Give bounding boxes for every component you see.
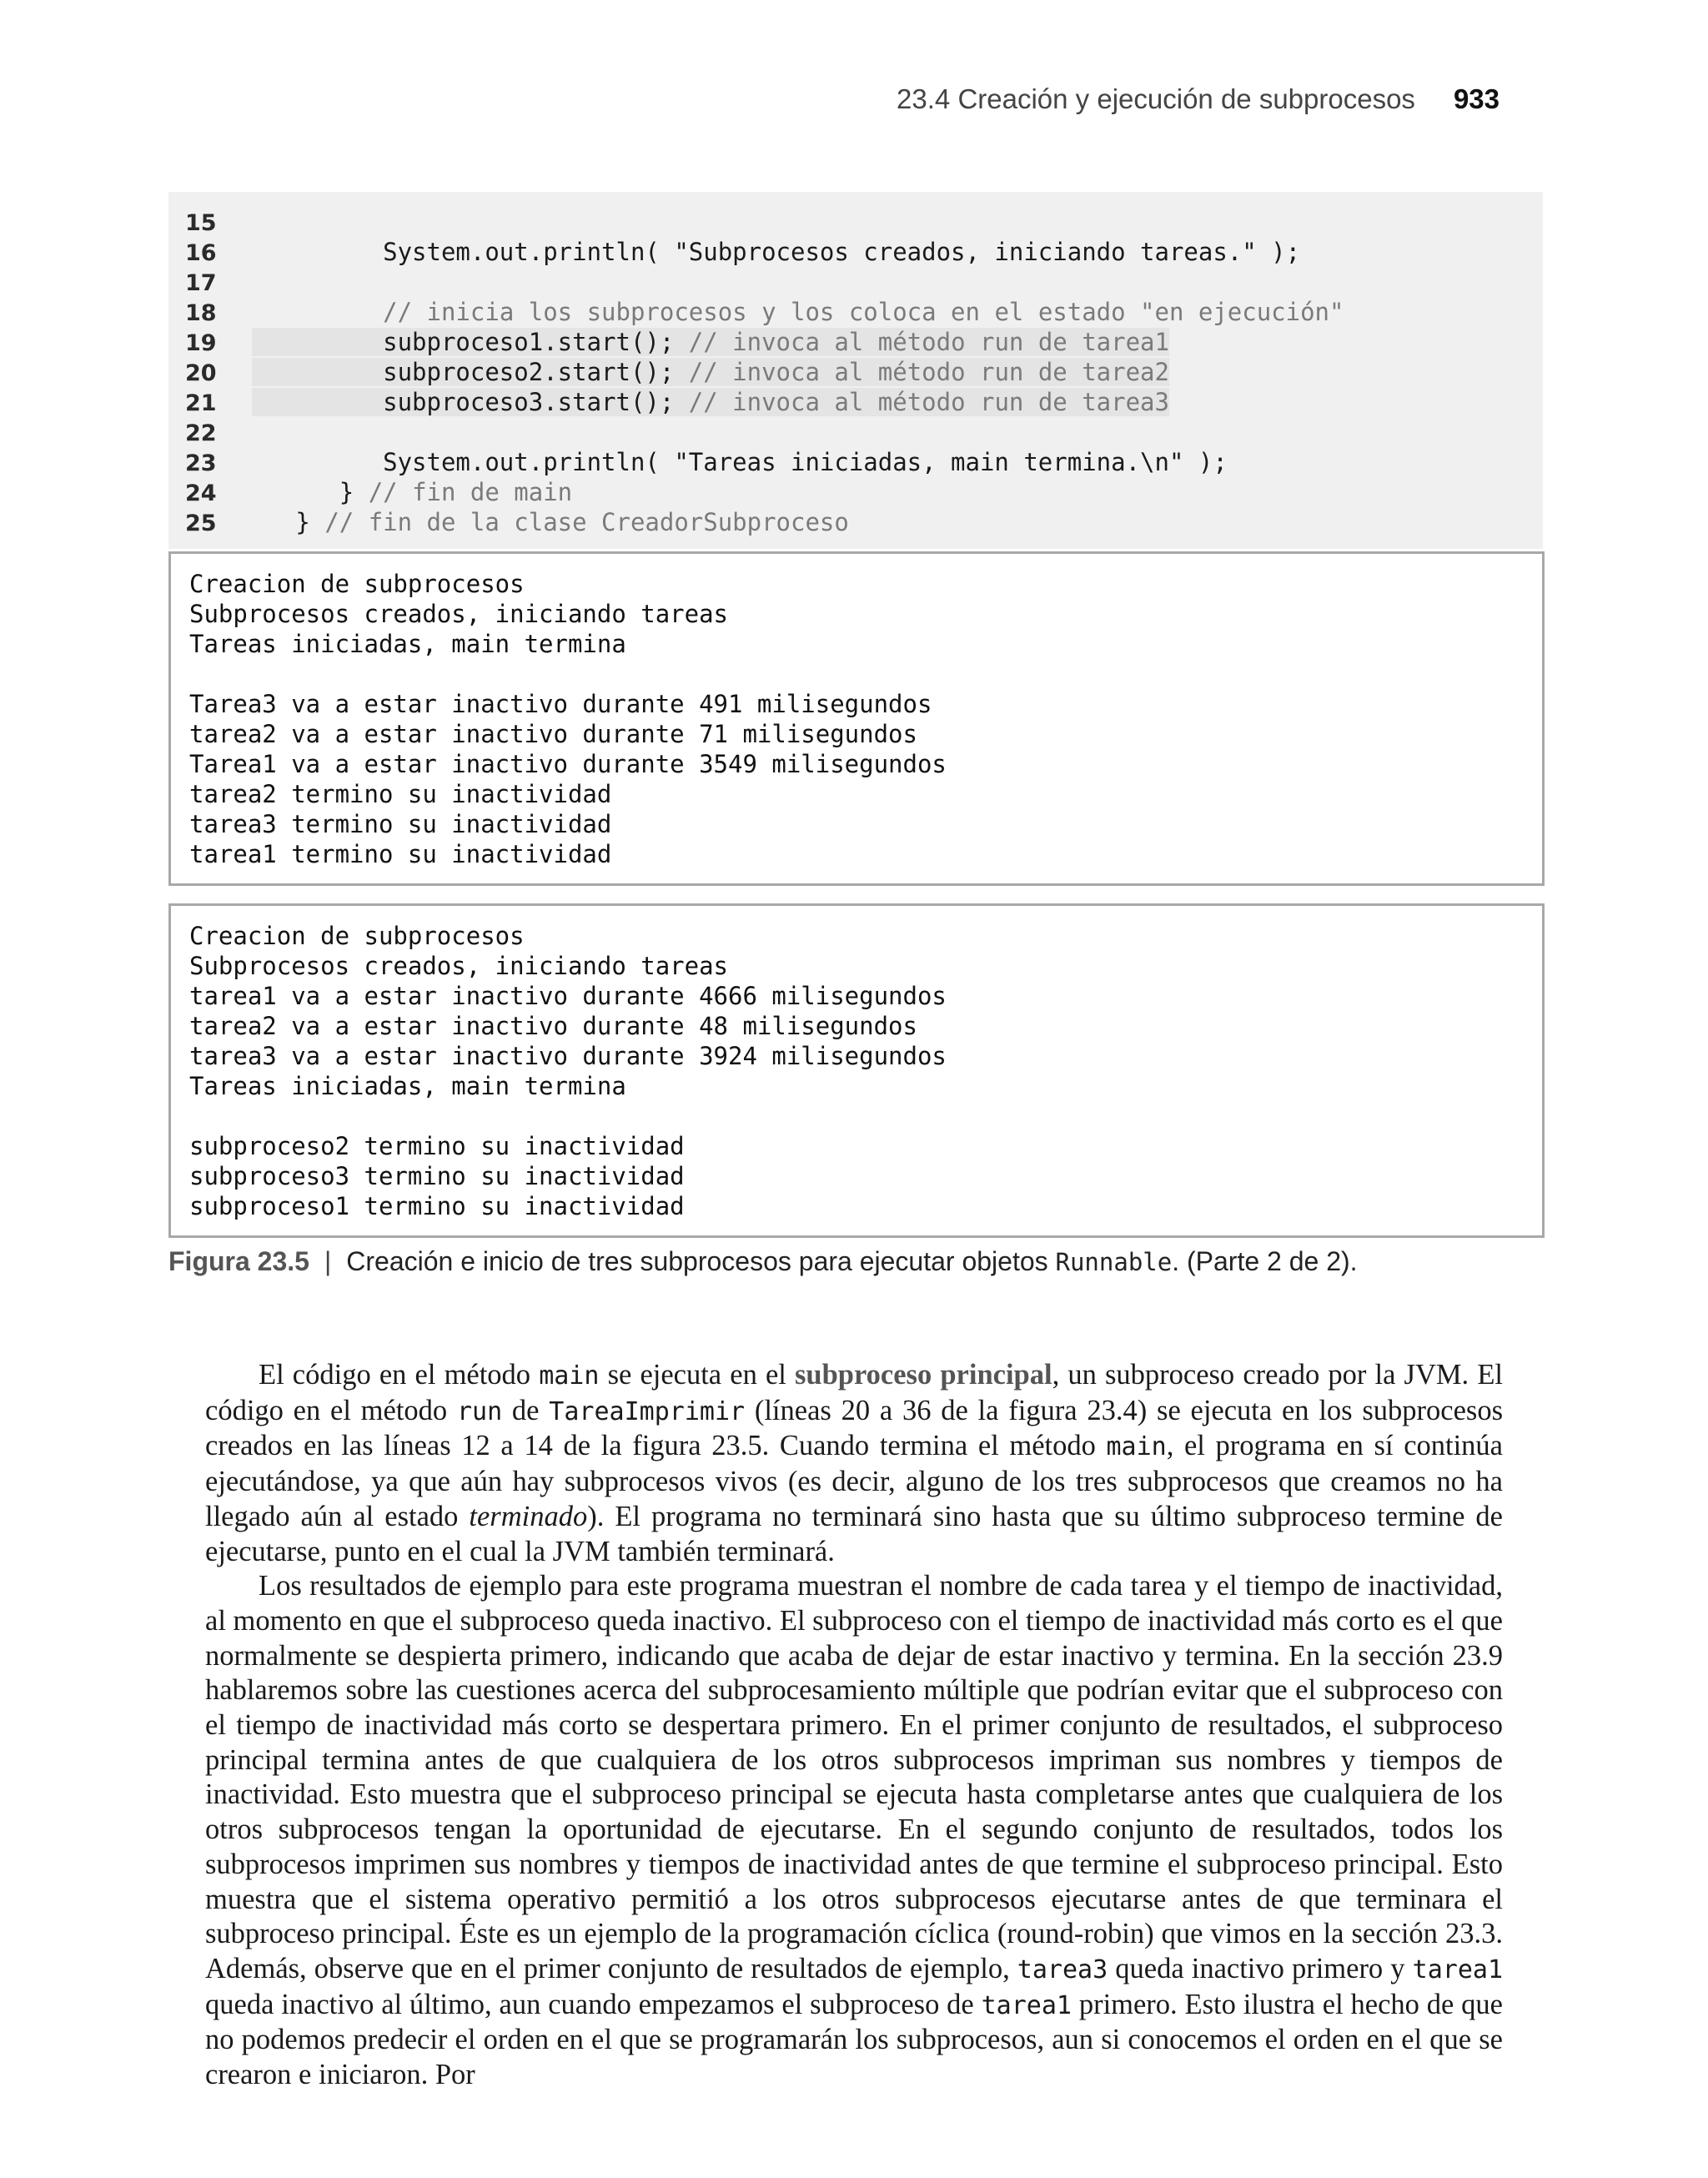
code-comment: // invoca al método run de tarea2: [688, 358, 1169, 386]
output-line: tarea2 termino su inactividad: [189, 780, 612, 808]
output-line: Creacion de subprocesos: [189, 922, 525, 950]
line-number: 25: [185, 511, 217, 536]
figure-label: Figura 23.5: [168, 1246, 309, 1276]
line-number: 21: [185, 390, 217, 416]
output-line: tarea1 va a estar inactivo durante 4666 milisegundos: [189, 982, 947, 1010]
output-line: subproceso2 termino su inactividad: [189, 1132, 685, 1160]
running-head: [897, 83, 1500, 115]
figure-caption: [168, 1246, 1358, 1277]
paragraph: El código en el método main se ejecuta en el subproceso principal, un subproceso creado por la JVM. El código en el método run de TareaImprimir (líneas 20 a 36 de la figura 23.4) se ejecuta en los subprocesos creados en las líneas 12 a 14 de la figura 23.5. Cuando termina el método main, el programa en sí continúa ejecutándose, ya que aún hay subprocesos vivos (es decir, alguno de los tres subprocesos que creamos no ha llegado aún al estado terminado). El programa no terminará sino hasta que su último subproceso termine de ejecutarse, punto en el cual la JVM también terminará.: [205, 1359, 1503, 1567]
output-line: Tareas iniciadas, main termina: [189, 1072, 626, 1100]
line-number: 17: [185, 270, 217, 296]
output-line: subproceso1 termino su inactividad: [189, 1192, 685, 1220]
output-line: Creacion de subprocesos: [189, 570, 525, 598]
body-text: [205, 1358, 1503, 2093]
line-number: 23: [185, 450, 217, 476]
output-line: tarea2 va a estar inactivo durante 48 milisegundos: [189, 1012, 917, 1040]
code-line: [185, 207, 252, 237]
code-line: 23 System.out.println( "Tareas iniciadas, main termina.\n" );: [185, 447, 1228, 477]
line-number: 22: [185, 420, 217, 446]
code-comment: // invoca al método run de tarea1: [688, 328, 1169, 356]
code-line: 25 } // fin de la clase CreadorSubproceso: [185, 507, 849, 537]
caption-text: Creación e inicio de tres subprocesos para ejecutar objetos: [346, 1246, 1048, 1276]
output-line: tarea3 va a estar inactivo durante 3924 milisegundos: [189, 1042, 947, 1070]
code-line: 16 System.out.println( "Subprocesos creados, iniciando tareas." );: [185, 237, 1300, 267]
paragraph: Los resultados de ejemplo para este programa muestran el nombre de cada tarea y el tiempo de inactividad, al momento en que el subproceso queda inactivo. El subproceso con el tiempo de inactividad más corto es el que normalmente se despierta primero, indicando que acaba de dejar de estar inactivo y termina. En la sección 23.9 hablaremos sobre las cuestiones acerca del subprocesamiento múltiple que podrían evitar que el subproceso con el tiempo de inactividad más corto se despertara primero. En el primer conjunto de resultados, el subproceso principal termina antes de que cualquiera de los otros subprocesos impriman sus nombres y tiempos de inactividad. Esto muestra que el subproceso principal se ejecuta hasta completarse antes que cualquiera de los otros subprocesos tengan la oportunidad de ejecutarse. En el segundo conjunto de resultados, todos los subprocesos imprimen sus nombres y tiempos de inactividad antes de que termine el subproceso principal. Esto muestra que el sistema operativo permitió a los otros subprocesos ejecutarse antes de que terminara el subproceso principal. Éste es un ejemplo de la programación cíclica (round-robin) que vimos en la sección 23.3. Además, observe que en el primer conjunto de resultados de ejemplo, tarea3 queda inactivo primero y tarea1 queda inactivo al último, aun cuando empezamos el subproceso de tarea1 primero. Esto ilustra el hecho de que no podemos predecir el orden en el que se programarán los subprocesos, aun si conocemos el orden en el que se crearon e iniciaron. Por: [205, 1570, 1504, 2091]
output-line: Subprocesos creados, iniciando tareas: [189, 600, 729, 628]
sample-output-2: [168, 903, 1545, 1238]
output-line: Subprocesos creados, iniciando tareas: [189, 952, 729, 980]
output-line: tarea2 va a estar inactivo durante 71 milisegundos: [189, 720, 917, 748]
output-line: Tarea3 va a estar inactivo durante 491 milisegundos: [189, 690, 932, 718]
line-number: 16: [185, 240, 217, 266]
code-listing: [168, 192, 1543, 549]
code-comment: // fin de la clase CreadorSubproceso: [324, 508, 849, 536]
output-line: subproceso3 termino su inactividad: [189, 1162, 685, 1190]
output-line: tarea3 termino su inactividad: [189, 810, 612, 838]
sample-output-1: [168, 551, 1545, 886]
line-number: 18: [185, 300, 217, 326]
code-line-highlighted: 20 subproceso2.start(); // invoca al método run de tarea2: [185, 357, 1169, 387]
caption-code: Runnable: [1055, 1248, 1173, 1276]
code-comment: // fin de main: [368, 478, 573, 506]
code-comment: // inicia los subprocesos y los coloca en el estado "en ejecución": [383, 298, 1344, 326]
line-number: 15: [185, 210, 217, 236]
code-comment: // invoca al método run de tarea3: [688, 388, 1169, 416]
code-line-highlighted: 19 subproceso1.start(); // invoca al método run de tarea1: [185, 327, 1169, 357]
line-number: 19: [185, 330, 217, 356]
code-line: [185, 417, 252, 447]
caption-separator: |: [324, 1246, 332, 1276]
key-term: subproceso principal: [795, 1359, 1052, 1391]
line-number: 24: [185, 480, 217, 506]
page-number: 933: [1453, 83, 1500, 114]
code-line: 24 } // fin de main: [185, 477, 572, 507]
code-line: [185, 297, 1344, 327]
code-line-highlighted: 21 subproceso3.start(); // invoca al método run de tarea3: [185, 387, 1169, 417]
caption-tail: . (Parte 2 de 2).: [1172, 1246, 1358, 1276]
output-line: tarea1 termino su inactividad: [189, 840, 612, 868]
code-line: [185, 267, 252, 297]
output-line: Tareas iniciadas, main termina: [189, 630, 626, 658]
line-number: 20: [185, 360, 217, 386]
section-title: 23.4 Creación y ejecución de subprocesos: [897, 83, 1415, 114]
output-line: Tarea1 va a estar inactivo durante 3549 milisegundos: [189, 750, 947, 778]
